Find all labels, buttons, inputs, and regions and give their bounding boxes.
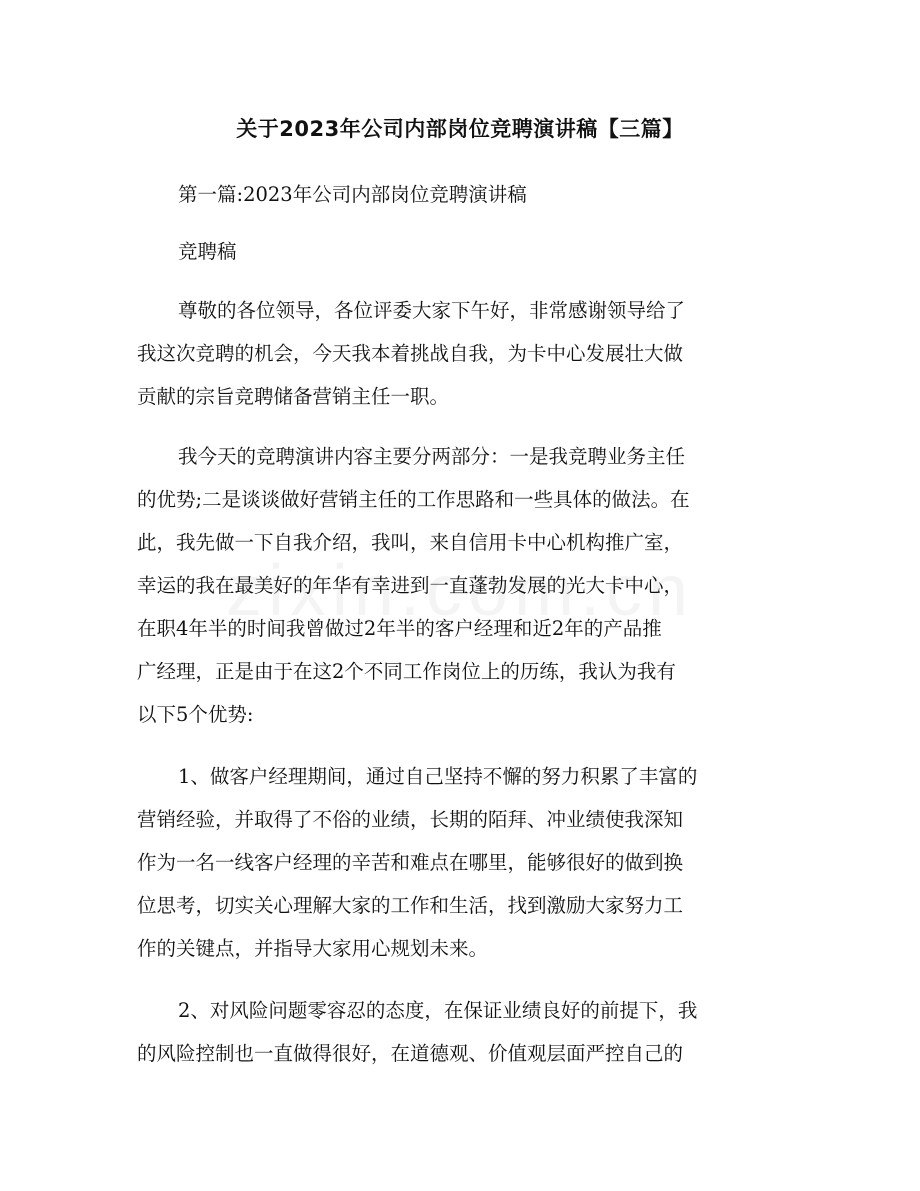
paragraph-3-line-1: 1、做客户经理期间，通过自己坚持不懈的努力积累了丰富的 [178,765,698,788]
paragraph-1-line-1: 尊敬的各位领导，各位评委大家下午好，非常感谢领导给了 [178,299,686,322]
paragraph-1-line-2: 我这次竞聘的机会，今天我本着挑战自我，为卡中心发展壮大做 [137,342,684,365]
paragraph-3-line-3: 作为一名一线客户经理的辛苦和难点在哪里，能够很好的做到换 [137,851,684,874]
section-heading: 第一篇:2023年公司内部岗位竞聘演讲稿 [178,183,527,206]
paragraph-2-line-2: 的优势;二是谈谈做好营销主任的工作思路和一些具体的做法。在 [137,488,690,511]
paragraph-2-line-1: 我今天的竞聘演讲内容主要分两部分：一是我竞聘业务主任 [178,445,686,468]
paragraph-4-line-1: 2、对风险问题零容忍的态度，在保证业绩良好的前提下，我 [178,999,698,1022]
paragraph-2-line-3: 此，我先做一下自我介绍，我叫，来自信用卡中心机构推广室， [137,531,684,554]
paragraph-2-line-6: 广经理，正是由于在这2个不同工作岗位上的历练，我认为我有 [137,660,676,683]
paragraph-3-line-2: 营销经验，并取得了不俗的业绩，长期的陌拜、冲业绩使我深知 [137,808,684,831]
paragraph-1-line-3: 贡献的宗旨竞聘储备营销主任一职。 [137,385,450,408]
document-title: 关于2023年公司内部岗位竞聘演讲稿【三篇】 [236,117,684,141]
paragraph-3-line-5: 作的关键点，并指导大家用心规划未来。 [137,937,489,960]
paragraph-2-line-4: 幸运的我在最美好的年华有幸进到一直蓬勃发展的光大卡中心， [137,574,684,597]
paragraph-2-line-7: 以下5个优势: [137,703,254,726]
subheading: 竞聘稿 [178,240,237,263]
paragraph-2-line-5: 在职4年半的时间我曾做过2年半的客户经理和近2年的产品推 [137,617,662,640]
paragraph-3-line-4: 位思考，切实关心理解大家的工作和生活，找到激励大家努力工 [137,894,684,917]
paragraph-4-line-2: 的风险控制也一直做得很好，在道德观、价值观层面严控自己的 [137,1042,684,1065]
